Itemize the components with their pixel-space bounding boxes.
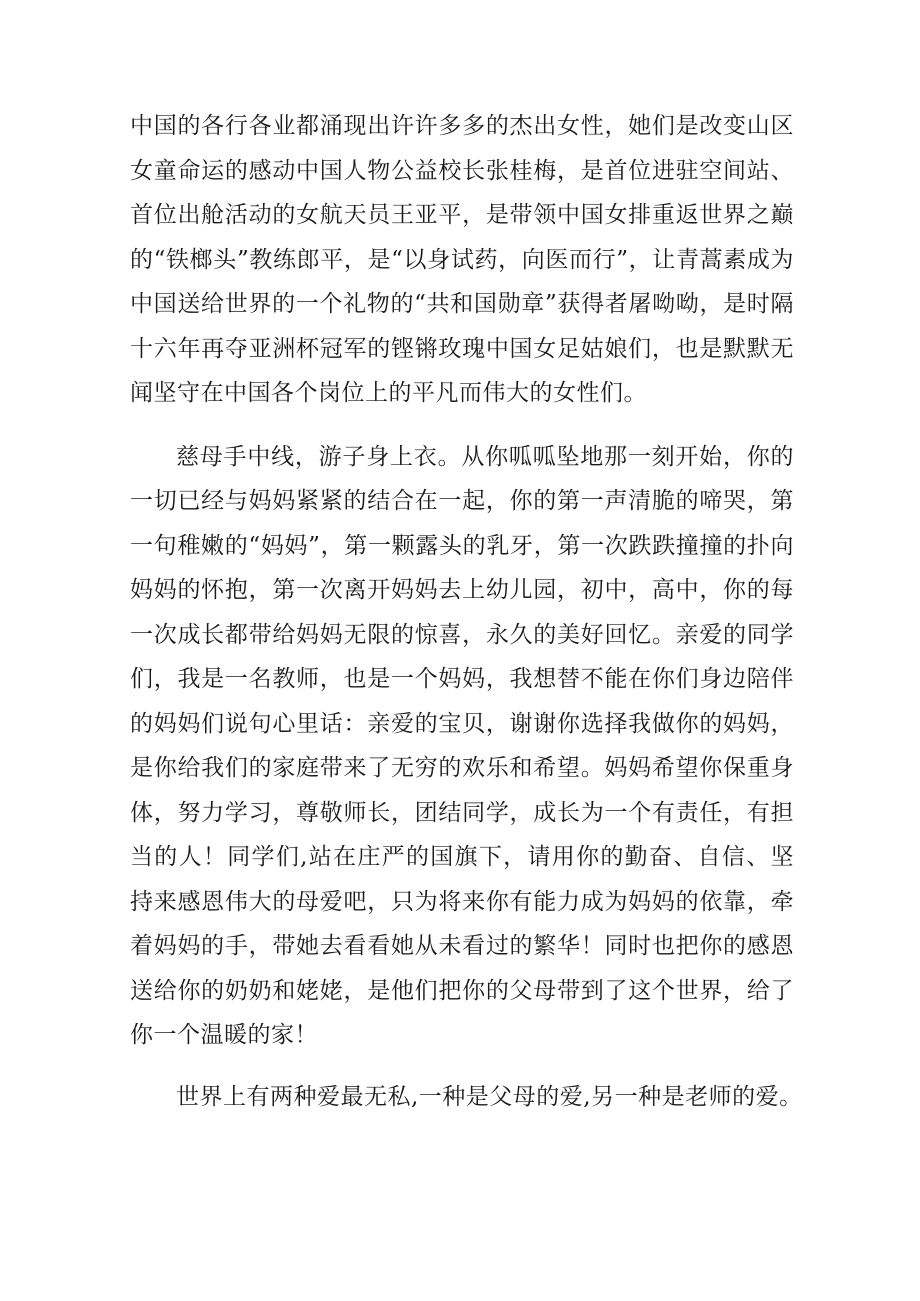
paragraph-2: 慈母手中线，游子身上衣。从你呱呱坠地那一刻开始，你的一切已经与妈妈紧紧的结合在一起，你的第一声清脆的啼哭，第一句稚嫩的“妈妈”，第一颗露头的乳牙，第一次跌跌撞撞的扑向妈妈的怀抱，第一次离开妈妈去上幼儿园，初中，高中，你的每一次成长都带给妈妈无限的惊喜，永久的美好回忆。亲爱的同学们，我是一名教师，也是一个妈妈，我想替不能在你们身边陪伴的妈妈们说句心里话：亲爱的宝贝，谢谢你选择我做你的妈妈，是你给我们的家庭带来了无穷的欢乐和希望。妈妈希望你保重身体，努力学习，尊敬师长，团结同学，成长为一个有责任，有担当的人！同学们,站在庄严的国旗下，请用你的勤奋、自信、坚持来感恩伟大的母爱吧，只为将来你有能力成为妈妈的依靠，牵着妈妈的手，带她去看看她从未看过的繁华！同时也把你的感恩送给你的奶奶和姥姥，是他们把你的父母带到了这个世界，给了你一个温暖的家！ [130,443,794,1048]
document-body [130,104,803,1119]
paragraph-1: 中国的各行各业都涌现出许许多多的杰出女性，她们是改变山区女童命运的感动中国人物公益校长张桂梅，是首位进驻空间站、首位出舱活动的女航天员王亚平，是带领中国女排重返世界之巅的“铁榔头”教练郎平，是“以身试药，向医而行”，让青蒿素成为中国送给世界的一个礼物的“共和国勋章”获得者屠呦呦，是时隔十六年再夺亚洲杯冠军的铿锵玫瑰中国女足姑娘们，也是默默无闻坚守在中国各个岗位上的平凡而伟大的女性们。 [130,113,794,406]
paragraph-3: 世界上有两种爱最无私,一种是父母的爱,另一种是老师的爱。 [176,1083,803,1110]
